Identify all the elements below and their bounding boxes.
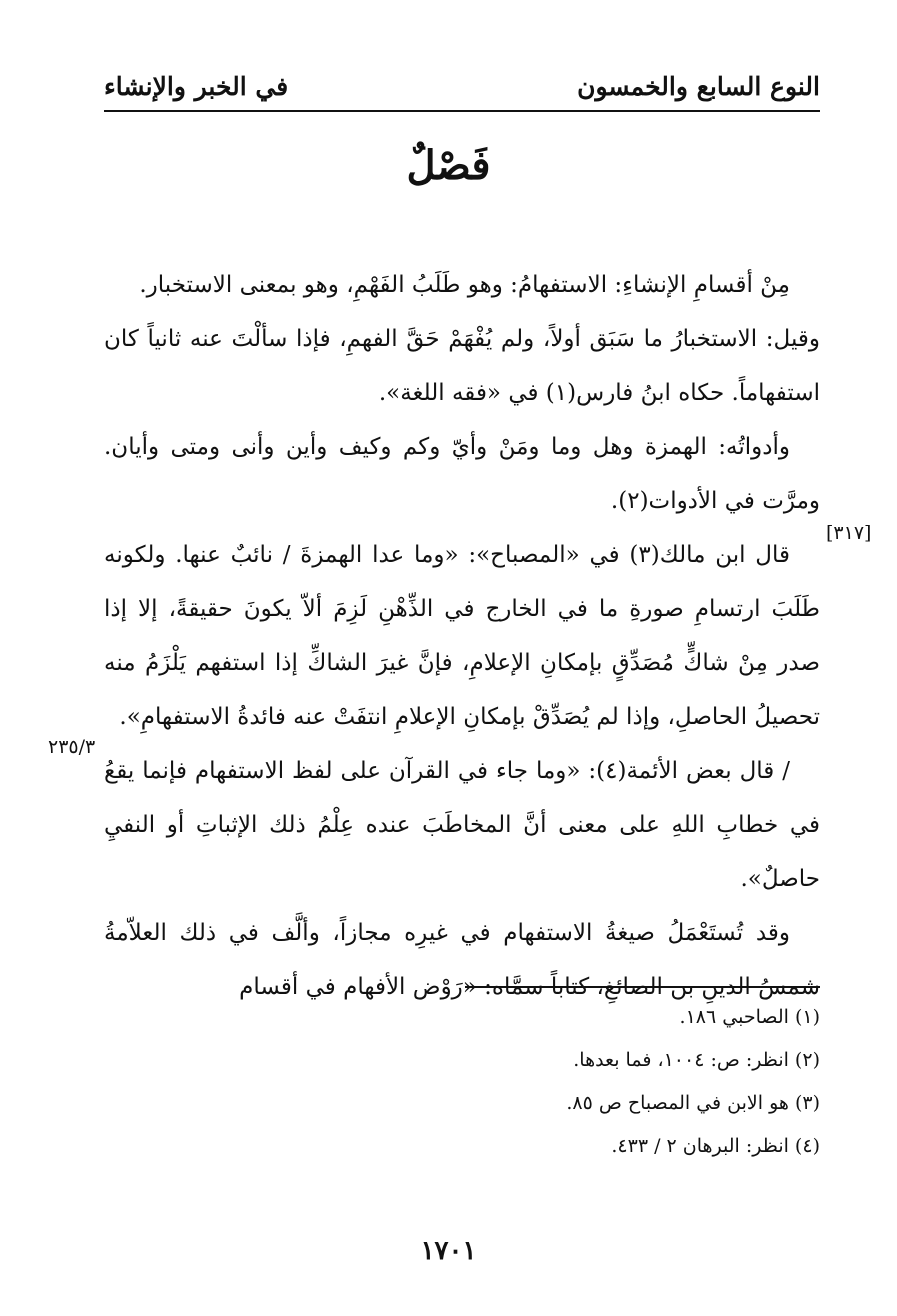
paragraph-6: وقد تُستَعْمَلُ صيغةُ الاستفهام في غيرِه مجازاً، وألَّف في ذلك العلاّمةُ شمسُ الدينِ بن الصائغِ، كتاباً سمَّاه: «رَوْض الأفهام في أقسام [104, 920, 820, 1000]
margin-note-manuscript: [٣١٧] [826, 522, 872, 544]
margin-note-volume: ٢٣٥/٣ [48, 736, 96, 758]
footnote-3: (٣) هو الابن في المصباح ص ٨٥. [566, 1092, 820, 1114]
paragraph-4: قال ابن مالك(٣) في «المصباح»: «وما عدا الهمزةَ / نائبٌ عنها. ولكونه طَلَبَ ارتسامِ صورةِ ما في الخارج في الذِّهْنِ لَزِمَ ألاّ يكونَ حقيقةً، إلا إذا صدر مِنْ شاكٍّ مُصَدِّقٍ بإمكانِ الإعلامِ، فإنَّ غيرَ الشاكِّ إذا استفهم يَلْزَمُ منه تحصيلُ الحاصلِ، وإذا لم يُصَدِّقْ بإمكانِ الإعلامِ انتفَتْ عنه فائدةُ الاستفهامِ». [104, 542, 820, 730]
paragraph-5: / قال بعض الأئمة(٤): «وما جاء في القرآن على لفظ الاستفهام فإنما يقعُ في خطابِ اللهِ على معنى أنَّ المخاطَبَ عنده عِلْمُ ذلك الإثباتِ أو النفيِ حاصلٌ». [104, 758, 820, 892]
paragraph-2: وقيل: الاستخبارُ ما سَبَق أولاً، ولم يُفْهَمْ حَقَّ الفهمِ، فإذا سألْتَ عنه ثانياً كان استفهاماً. حكاه ابنُ فارس(١) في «فقه اللغة». [104, 326, 820, 406]
running-header [104, 62, 820, 112]
paragraph-1: مِنْ أقسامِ الإنشاءِ: الاستفهامُ: وهو طَلَبُ الفَهْمِ، وهو بمعنى الاستخبار. [139, 272, 790, 298]
header-chapter-title: النوع السابع والخمسون [577, 71, 820, 101]
page-number: ١٧٠١ [420, 1236, 477, 1266]
section-title: فَصْلٌ [406, 142, 491, 189]
footnote-4: (٤) انظر: البرهان ٢ / ٤٣٣. [611, 1135, 820, 1157]
paragraph-3: وأدواتُه: الهمزة وهل وما ومَنْ وأيّ وكم وكيف وأين وأنى ومتى وأيان. ومرَّت في الأدوات(٢). [104, 434, 820, 514]
footnote-divider [465, 986, 820, 988]
header-topic: في الخبر والإنشاء [104, 71, 289, 101]
footnote-1: (١) الصاحبي ١٨٦. [679, 1006, 820, 1028]
footnotes [300, 996, 820, 1168]
footnote-2: (٢) انظر: ص: ١٠٠٤، فما بعدها. [573, 1049, 820, 1071]
body-text [104, 258, 820, 1014]
